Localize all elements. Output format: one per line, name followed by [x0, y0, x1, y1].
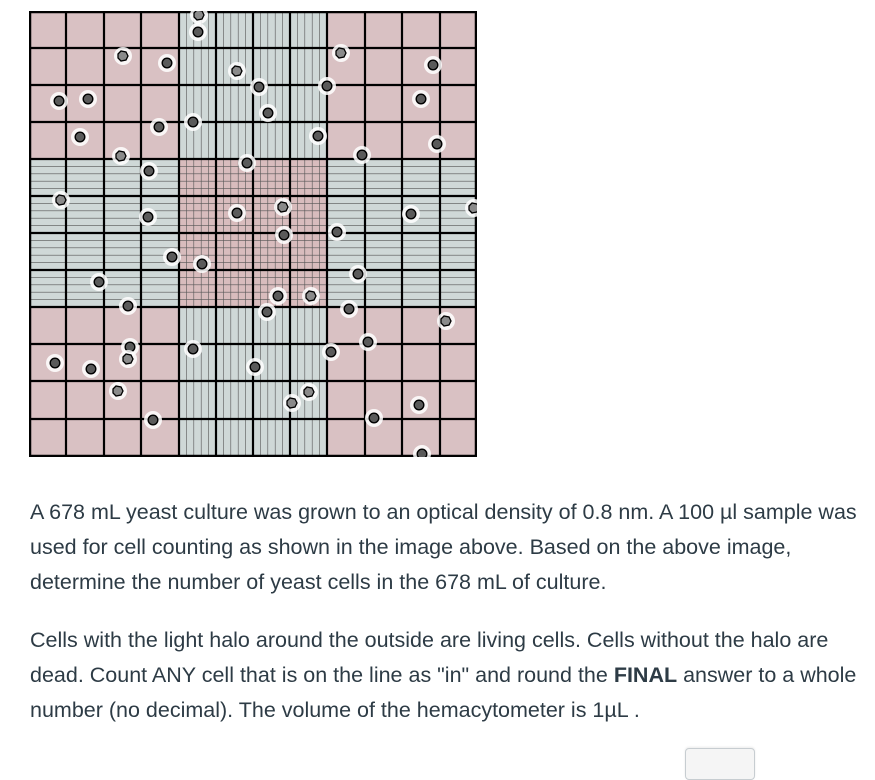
- yeast-cell: [162, 58, 172, 68]
- yeast-cell: [357, 150, 367, 160]
- yeast-cell: [50, 358, 60, 368]
- yeast-cell: [250, 362, 260, 372]
- yeast-cell: [416, 94, 426, 104]
- yeast-cell: [313, 131, 323, 141]
- yeast-cell-irregular: [232, 66, 242, 76]
- yeast-cell: [188, 117, 198, 127]
- yeast-cell: [353, 269, 363, 279]
- yeast-cell-irregular: [469, 203, 477, 213]
- yeast-cell-irregular: [304, 387, 314, 397]
- yeast-cell: [273, 291, 283, 301]
- yeast-cell: [242, 158, 252, 168]
- yeast-cell-irregular: [278, 202, 288, 212]
- yeast-cell: [167, 252, 177, 262]
- submit-button[interactable]: [685, 748, 755, 780]
- yeast-cell: [144, 166, 154, 176]
- yeast-cell-irregular: [118, 51, 128, 61]
- yeast-cell: [332, 227, 342, 237]
- yeast-cell: [86, 364, 96, 374]
- hemacytometer-grid: [29, 11, 477, 457]
- question-text-2b: answer to a whole number (no decimal). The volume of the hemacytometer is 1µL .: [30, 663, 857, 722]
- question-text-1: A 678 mL yeast culture was grown to an optical density of 0.8 nm. A 100 µl sample was used for cell counting as shown in the image above. Based on the above image, determine the number of yeast cells in the 678 mL of culture.: [30, 500, 857, 594]
- yeast-cell-irregular: [116, 151, 126, 161]
- yeast-cell: [322, 81, 332, 91]
- yeast-cell: [326, 347, 336, 357]
- yeast-cell-irregular: [306, 291, 316, 301]
- yeast-cell-irregular: [441, 316, 451, 326]
- yeast-cell-irregular: [56, 195, 66, 205]
- hemacytometer-image: [29, 11, 477, 457]
- yeast-cell: [94, 277, 104, 287]
- yeast-cell-irregular: [336, 48, 346, 58]
- yeast-cell: [344, 304, 354, 314]
- yeast-cell: [75, 132, 85, 142]
- yeast-cell: [54, 96, 64, 106]
- yeast-cell: [148, 415, 158, 425]
- yeast-cell: [262, 307, 272, 317]
- yeast-cell: [263, 108, 273, 118]
- yeast-cell: [417, 449, 427, 457]
- yeast-cell: [83, 94, 93, 104]
- yeast-cell: [143, 212, 153, 222]
- yeast-cell: [188, 344, 198, 354]
- yeast-cell: [369, 413, 379, 423]
- yeast-cell: [123, 301, 133, 311]
- yeast-cell: [279, 230, 289, 240]
- yeast-cell: [232, 208, 242, 218]
- yeast-cell: [254, 82, 264, 92]
- question-text-2a: Cells with the light halo around the outside are living cells. Cells without the halo are dead. Count ANY cell that is on the line as "in" and round the: [30, 628, 829, 687]
- yeast-cell: [363, 337, 373, 347]
- yeast-cell-irregular: [123, 354, 133, 364]
- question-paragraph-2: [30, 623, 865, 728]
- yeast-cell-irregular: [287, 398, 297, 408]
- yeast-cell: [428, 60, 438, 70]
- yeast-cell: [197, 259, 207, 269]
- yeast-cell: [406, 209, 416, 219]
- yeast-cell: [432, 139, 442, 149]
- yeast-cell-irregular: [194, 11, 204, 20]
- question-paragraph-1: [30, 495, 865, 600]
- yeast-cell: [414, 400, 424, 410]
- yeast-cell-irregular: [113, 386, 123, 396]
- yeast-cell: [193, 27, 203, 37]
- yeast-cell: [154, 122, 164, 132]
- question-text-bold: FINAL: [613, 663, 678, 687]
